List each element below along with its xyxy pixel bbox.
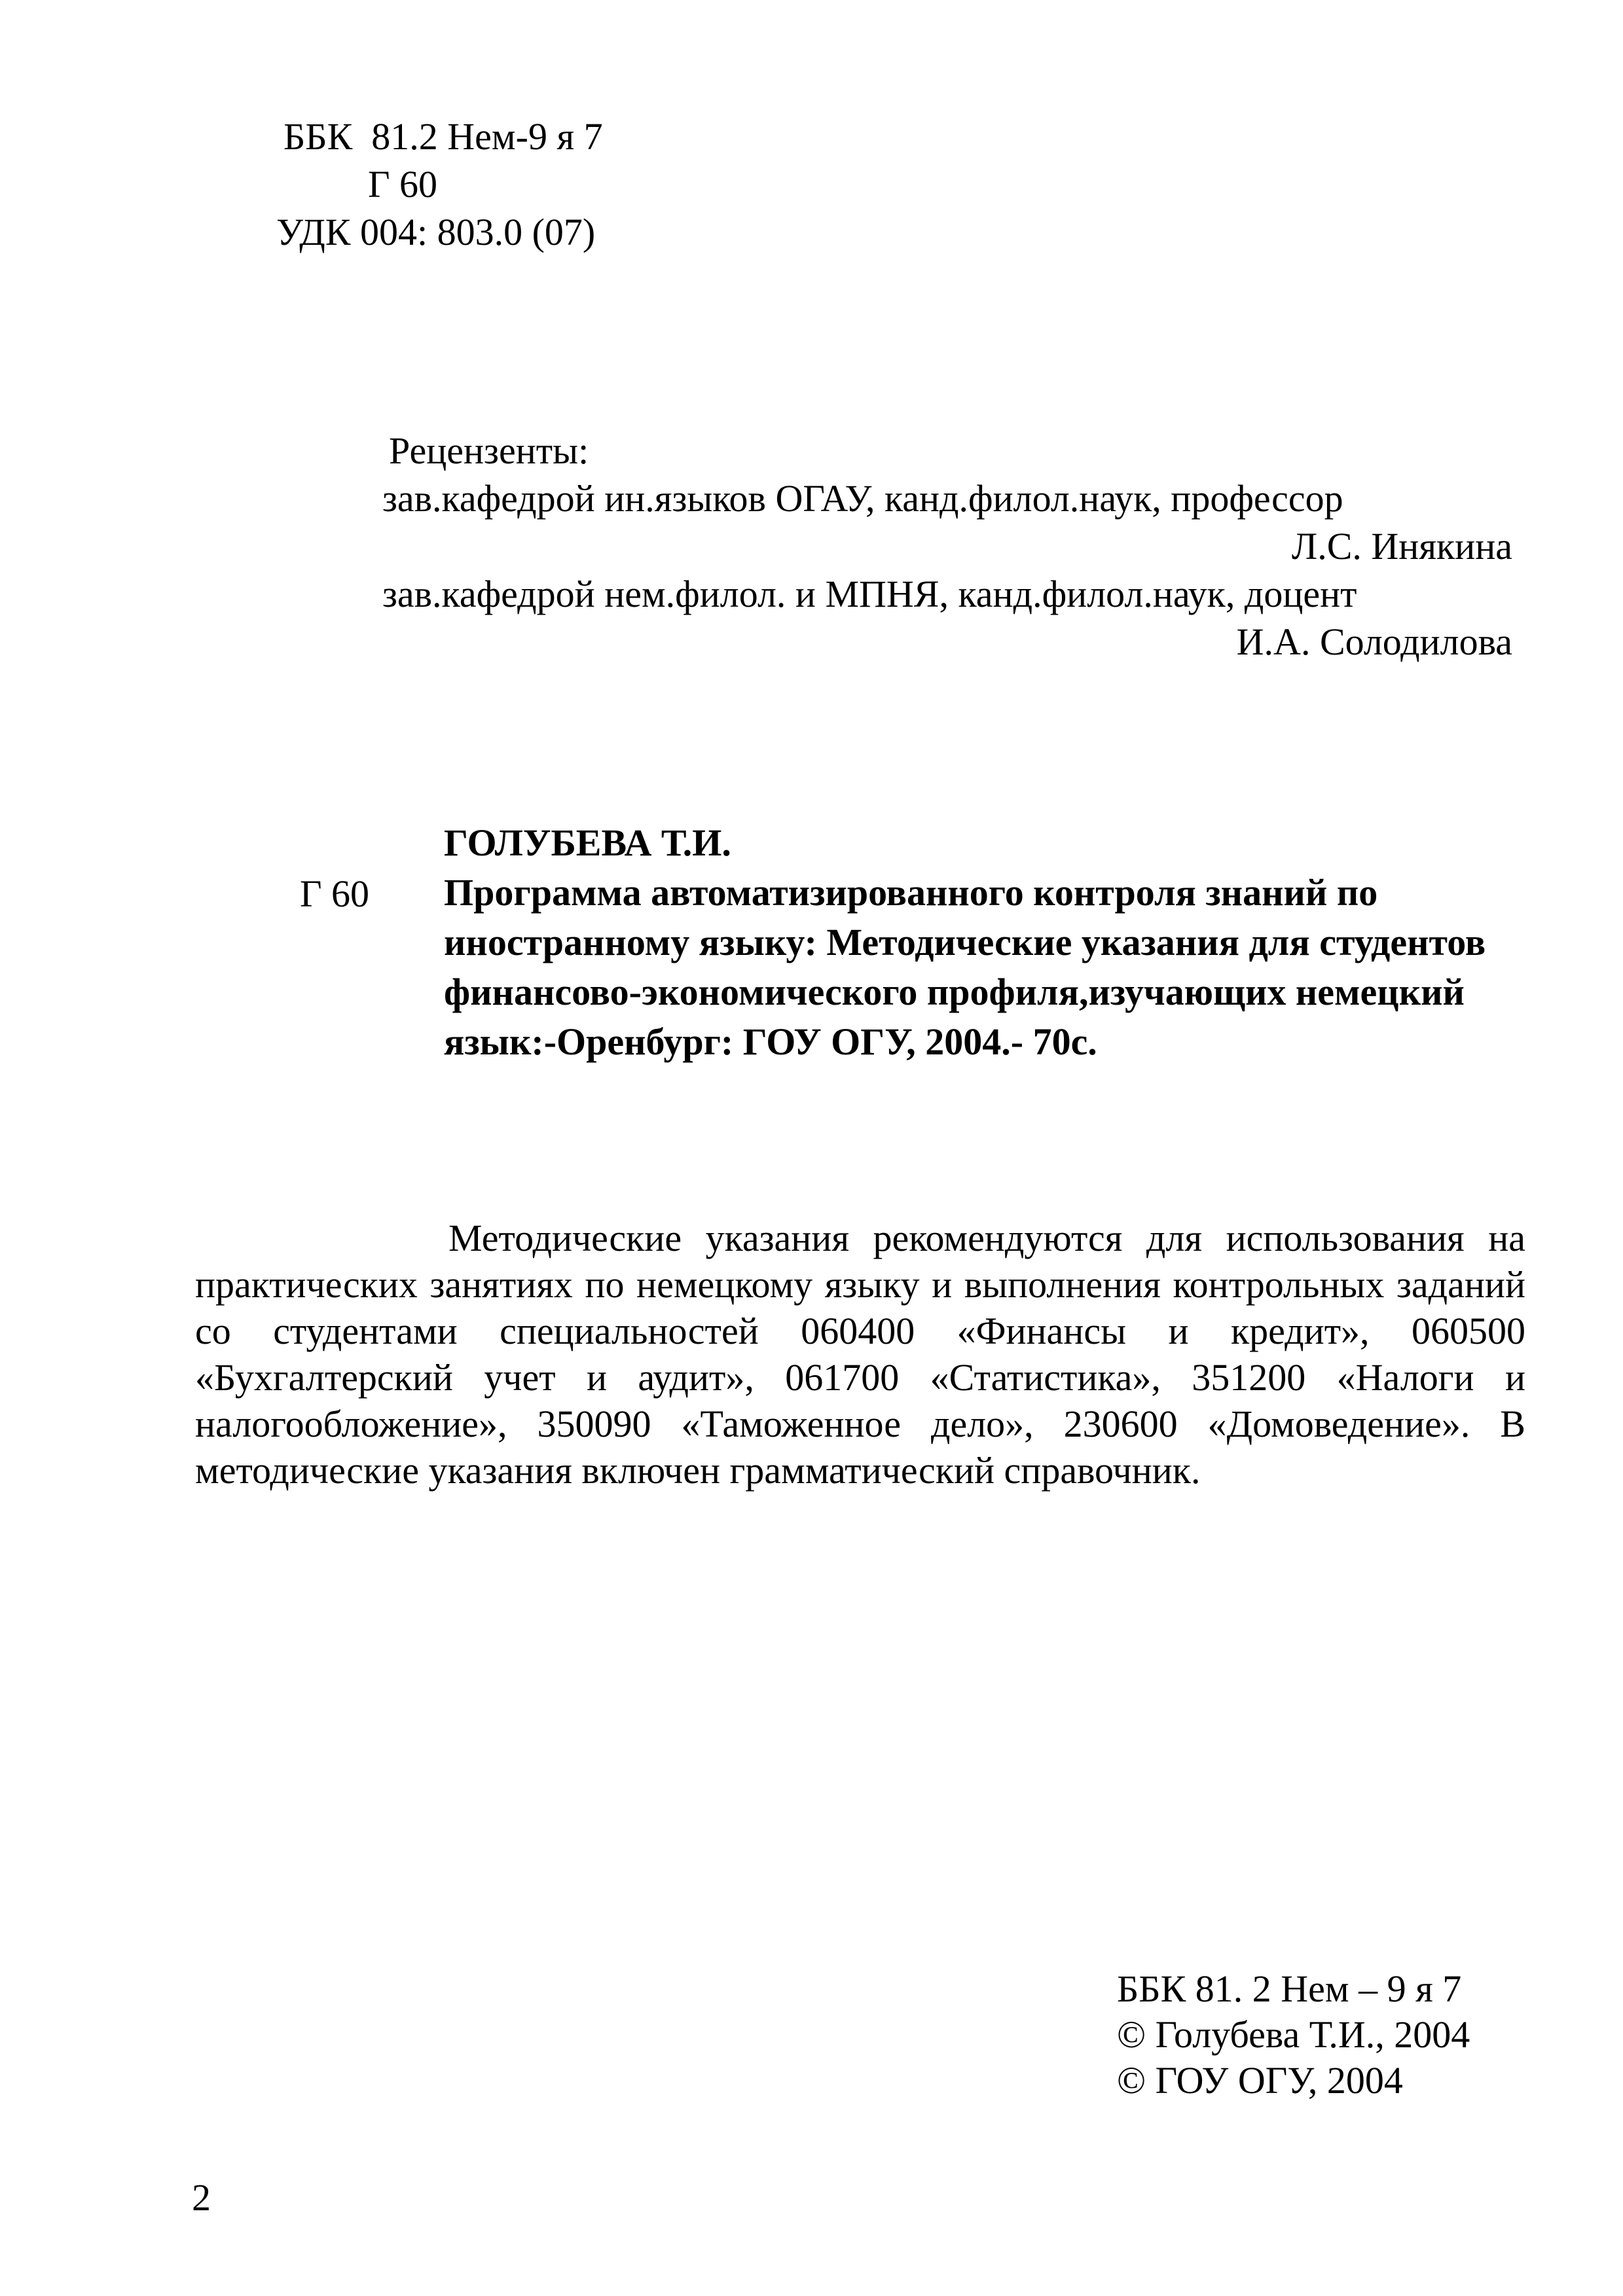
reviewers-heading: Рецензенты:: [389, 429, 589, 472]
catalog-margin-code: Г 60: [300, 872, 370, 915]
reviewer-title: зав.кафедрой нем.филол. и МПНЯ, канд.филол.наук, доцент: [382, 573, 1357, 615]
copyright-author: © Голубева Т.И., 2004: [1117, 2013, 1470, 2056]
bbk-code: ББК 81.2 Нем-9 я 7: [283, 115, 603, 158]
reviewer-name: Л.С. Инякина: [1291, 525, 1512, 567]
catalog-entry: [444, 818, 1486, 1067]
reviewer-title: зав.кафедрой ин.языков ОГАУ, канд.филол.наук, профессор: [382, 477, 1343, 520]
author-sign-code: Г 60: [368, 163, 438, 206]
classification-block: [276, 113, 603, 256]
copyright-publisher: © ГОУ ОГУ, 2004: [1117, 2059, 1403, 2102]
catalog-entry-author: ГОЛУБЕВА Т.И.: [444, 821, 731, 864]
udk-code: УДК 004: 803.0 (07): [276, 211, 596, 253]
reviewers-block: [382, 427, 1512, 666]
imprint-bbk-code: ББК 81. 2 Нем – 9 я 7: [1117, 1967, 1462, 2010]
catalog-entry-line: Программа автоматизированного контроля знаний по: [444, 871, 1378, 914]
catalog-entry-line: иностранному языку: Методические указания для студентов: [444, 921, 1486, 963]
catalog-entry-line: финансово-экономического профиля,изучающих немецкий: [444, 971, 1465, 1013]
annotation-paragraph: Методические указания рекомендуются для использования на практических занятиях по немецкому языку и выполнения контрольных заданий со студентами специальностей 060400 «Финансы и кредит», 060500 «Бухгалтерский учет и аудит», 061700 «Статистика», 351200 «Налоги и налогообложение», 350090 «Таможенное дело», 230600 «Домоведение». В методические указания включен грамматический справочник.: [195, 1217, 1525, 1492]
catalog-entry-line: язык:-Оренбург: ГОУ ОГУ, 2004.- 70с.: [444, 1020, 1097, 1063]
page-number: 2: [192, 2176, 211, 2219]
imprint-block: [1117, 1966, 1470, 2104]
reviewer-name: И.А. Солодилова: [1236, 620, 1512, 663]
